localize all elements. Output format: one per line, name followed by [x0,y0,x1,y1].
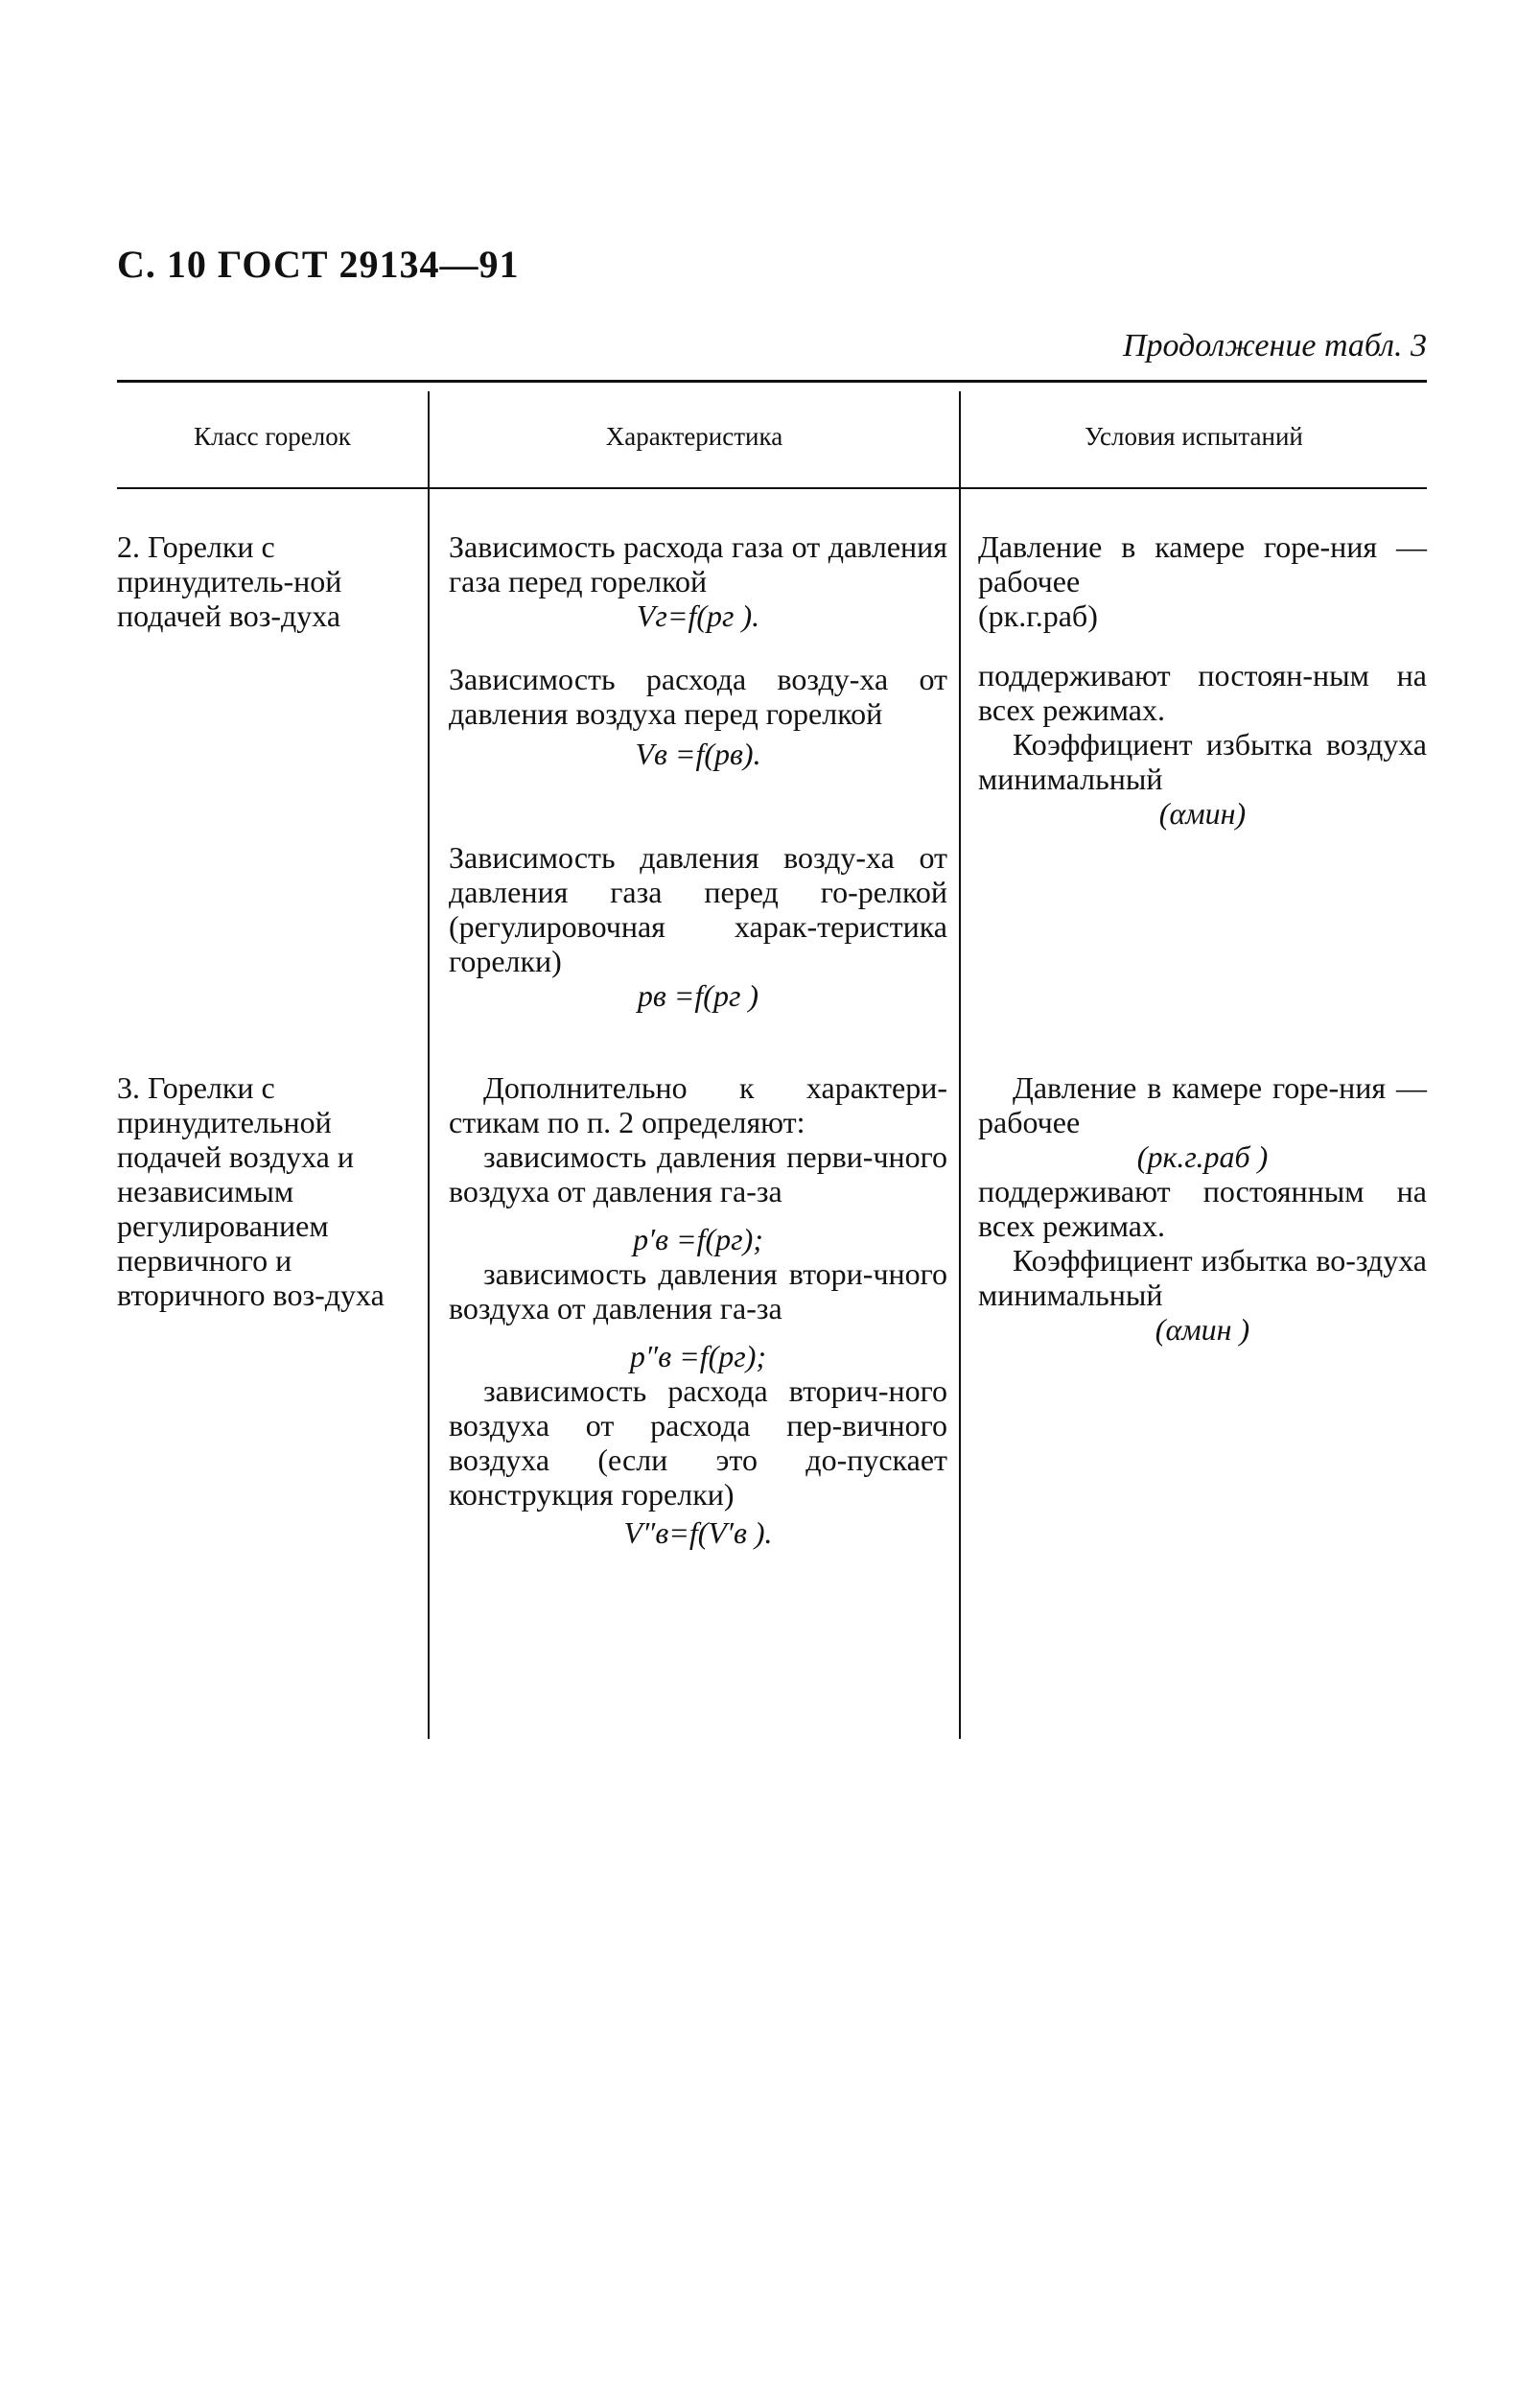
column-divider [959,391,961,1739]
table-row-3-characteristic [449,1070,947,1550]
cond-text: Давление в камере горе-ния — рабочее [978,529,1427,598]
char-text: Зависимость расхода возду-ха от давления воздуха перед горелкой [449,662,947,731]
formula: pв =f(pг ) [637,978,759,1013]
column-header-characteristic: Характеристика [605,422,783,451]
column-header-class: Класс горелок [194,422,351,451]
table-continuation-label: Продолжение табл. 3 [1122,328,1427,363]
cond-text: Коэффициент избытка воздуха минимальный [978,727,1427,796]
table-row-2-conditions [978,529,1427,831]
char-text: Зависимость расхода газа от давления газа перед горелкой [449,529,947,598]
cond-text: поддерживают постоян-ным на всех режимах. [978,658,1427,727]
page-header: С. 10 ГОСТ 29134—91 [117,243,520,286]
column-divider [428,391,430,1739]
table-row-2-characteristic [449,529,947,1013]
formula: (pк.г.раб) [978,598,1098,633]
formula: Vв =f(pв). [635,737,761,771]
table-top-rule [117,380,1427,383]
cond-text: поддерживают постоянным на всех режимах. [978,1174,1427,1243]
formula: p′в =f(pг); [633,1222,763,1256]
char-text: зависимость давления втори-чного воздуха от давления га-за [449,1256,947,1325]
table-row-2-class: 2. Горелки с принудитель-ной подачей воз-духа [117,529,342,633]
formula: Vг=f(pг ). [636,598,760,633]
cond-text: Давление в камере горе-ния — рабочее [978,1070,1427,1139]
formula: p″в =f(pг); [629,1339,767,1373]
cond-text: Коэффициент избытка во-здуха минимальный [978,1243,1427,1312]
formula: (pк.г.раб ) [1136,1139,1269,1174]
table-header-rule [117,487,1427,489]
char-text: зависимость расхода вторич-ного воздуха от расхода пер-вичного воздуха (если это до-пускает конструкция горелки) [449,1373,947,1512]
column-header-conditions: Условия испытаний [1085,422,1303,451]
char-text: зависимость давления перви-чного воздуха от давления га-за [449,1139,947,1208]
formula: (αмин ) [1155,1312,1250,1347]
formula: V″в=f(V′в ). [623,1515,773,1550]
formula: (αмин) [1158,796,1247,831]
char-text: Дополнительно к характери-стикам по п. 2 определяют: [449,1070,947,1139]
char-text: Зависимость давления возду-ха от давления газа перед го-релкой (регулировочная харак-теристика горелки) [449,840,947,978]
table-row-3-class: 3. Горелки с принудительной подачей воздуха и независимым регулированием первичного и вторичного воз-духа [117,1070,385,1312]
table-row-3-conditions [978,1070,1427,1347]
